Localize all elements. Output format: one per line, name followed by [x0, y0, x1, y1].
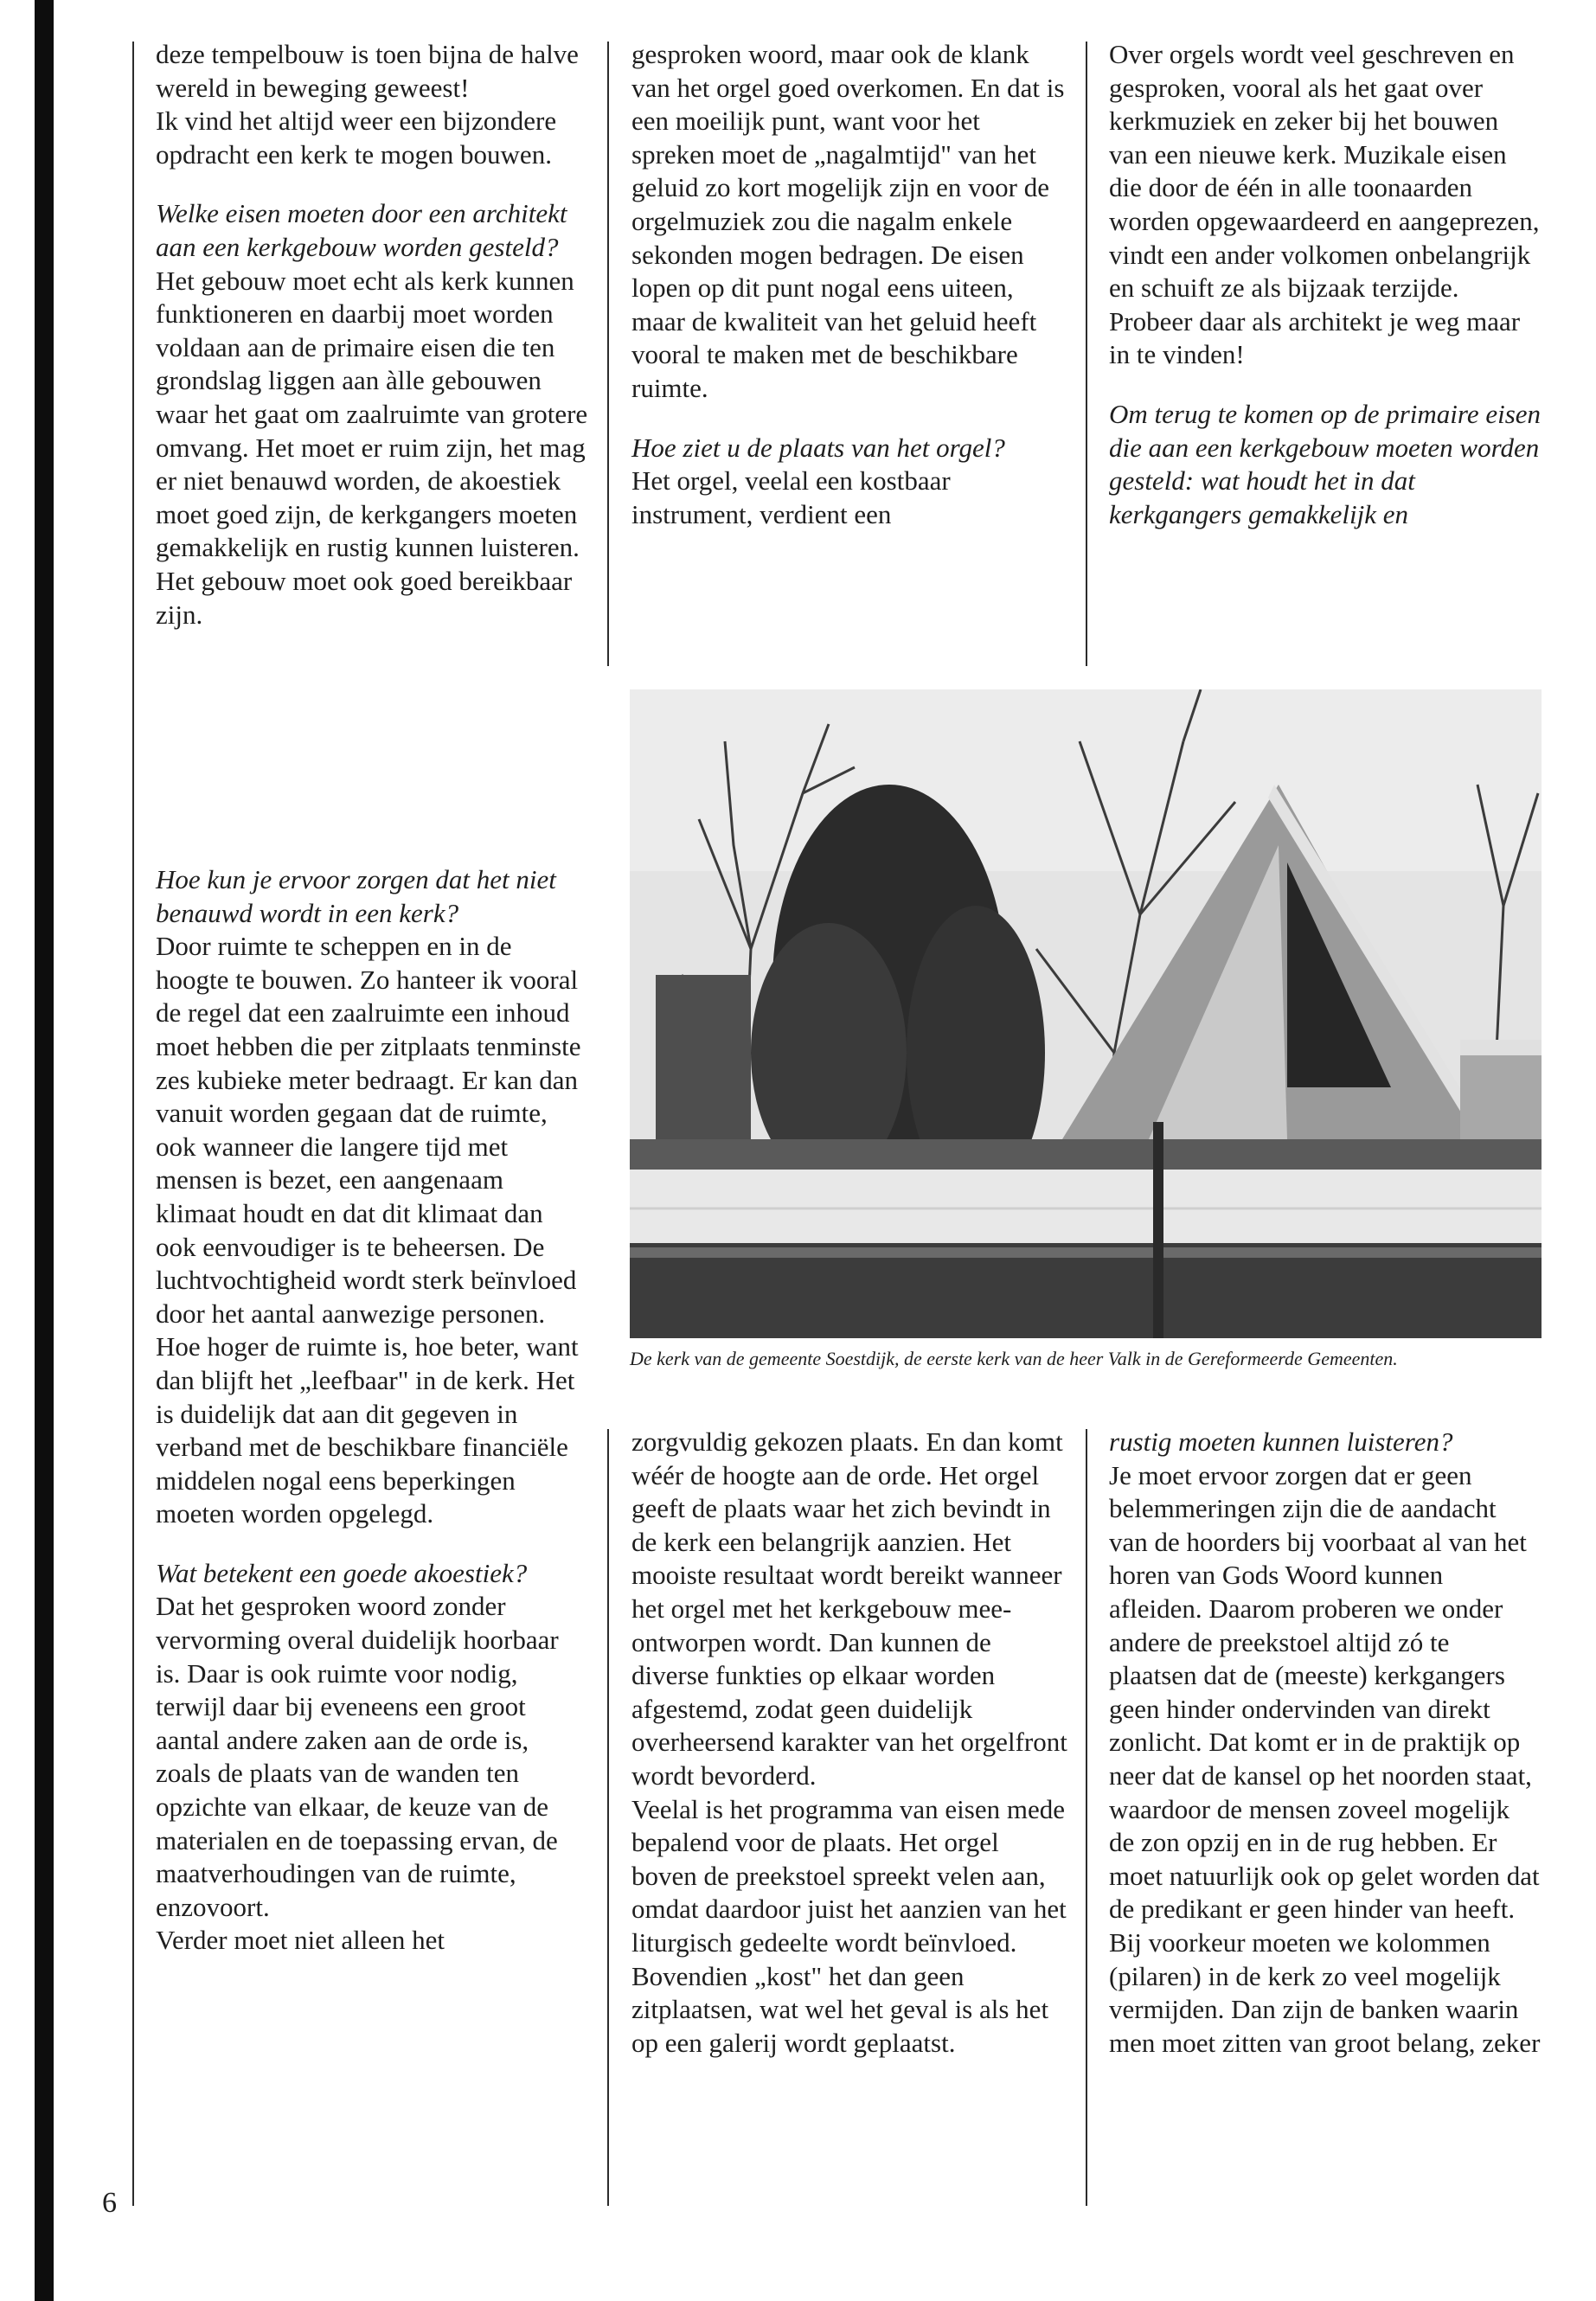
column-rule-2: [607, 42, 609, 666]
page-number: 6: [102, 2187, 117, 2219]
body-paragraph: Door ruimte te scheppen en in de hoogte te bouwen. Zo hanteer ik vooral de regel dat een zaalruimte een inhoud moet hebben die per zitplaats tenminste zes kubieke meter bedraagt. Er kan dan vanuit worden gegaan dat de ruimte, ook wanneer die langere tijd met mensen is bezet, een aangenaam klimaat houdt en dat dit klimaat dan ook eenvoudiger is te beheersen. De luchtvochtigheid wordt sterk beïnvloed door het aantal aanwezige personen. Hoe hoger de ruimte is, hoe beter, want dan blijft het „leefbaar" in de kerk. Het is duidelijk dat aan dit gegeven in verband met de beschikbare financiële middelen nogal eens beperkingen moeten worden opgelegd.: [156, 931, 581, 1529]
body-paragraph: Je moet ervoor zorgen dat er geen belemmeringen zijn die de aandacht van de hoorders bij voorbaat al van het horen van Gods Woord kunnen afleiden. Daarom proberen we onder andere de preekstoel altijd zó te plaatsen dat de (meeste) kerkgangers geen hinder ondervinden van direkt zonlicht. Dat komt er in de praktijk op neer dat de kansel op het noorden staat, waardoor de mensen zoveel mogelijk de zon opzij en in de rug hebben. Er moet natuurlijk ook op gelet worden dat de predikant er geen hinder van heeft. Bij voorkeur moeten we kolommen (pilaren) in de kerk zo veel mogelijk vermijden. Dan zijn de banken waarin men moet zitten van groot belang, zeker: [1109, 1459, 1541, 2058]
body-paragraph: Het orgel, veelal een kostbaar instrument, verdient een: [631, 465, 951, 529]
column-3-top: [1109, 38, 1542, 531]
column-3-bottom: [1109, 1426, 1542, 2060]
column-1-bottom: [156, 863, 588, 1958]
paragraph-gap: [156, 171, 588, 197]
column-rule-4: [1086, 42, 1087, 666]
paragraph-gap: [631, 406, 1068, 432]
body-paragraph: Over orgels wordt veel geschreven en gesproken, vooral als het gaat over kerkmuziek en zeker bij het bouwen van een nieuwe kerk. Muzikale eisen die door de één in alle toonaarden worden opgewaardeerd en aangeprezen, vindt een ander volkomen onbelangrijk en schuift ze als bijzaak terzijde. Probeer daar als architekt je weg maar in te vinden!: [1109, 39, 1540, 370]
column-2-top: [631, 38, 1068, 531]
body-paragraph: Dat het gesproken woord zonder vervorming overal duidelijk hoorbaar is. Daar is ook ruimte voor nodig, terwijl daar bij eveneens een groot aantal andere zaken aan de orde is, zoals de plaats van de wanden ten opzichte van elkaar, de keuze van de materialen en de toepassing ervan, de maatverhoudingen van de ruimte, enzovoort.: [156, 1591, 559, 1922]
body-paragraph: gesproken woord, maar ook de klank van het orgel goed overkomen. En dat is een moeilijk punt, want voor het spreken moet de „nagalmtijd" van het geluid zo kort mogelijk zijn en voor de orgelmuziek zou die nagalm enkele sekonden mogen bedragen. De eisen lopen op dit punt nogal eens uiteen, maar de kwaliteit van het geluid heeft vooral te maken met de beschikbare ruimte.: [631, 39, 1065, 403]
photo-caption: De kerk van de gemeente Soestdijk, de eerste kerk van de heer Valk in de Gereformeerde Gemeenten.: [630, 1348, 1398, 1369]
paragraph-gap: [156, 1531, 588, 1557]
interview-question: Hoe kun je ervoor zorgen dat het niet benauwd wordt in een kerk?: [156, 864, 556, 928]
paragraph-gap: [1109, 372, 1542, 398]
body-paragraph: Veelal is het programma van eisen mede bepalend voor de plaats. Het orgel boven de preekstoel spreekt velen aan, omdat daardoor juist het aanzien van het liturgisch gedeelte wordt beïnvloed. Bovendien „kost" het dan geen zitplaatsen, wat wel het geval is als het op een galerij wordt geplaatst.: [631, 1793, 1067, 2058]
body-paragraph: deze tempelbouw is toen bijna de halve wereld in beweging geweest!: [156, 39, 579, 103]
interview-question: Om terug te komen op de primaire eisen die aan een kerkgebouw moeten worden gesteld: wat houdt het in dat kerkgangers gemakkelijk en: [1109, 398, 1542, 529]
column-rule-1: [132, 42, 134, 2206]
church-photo: [630, 689, 1542, 1338]
interview-question: Wat betekent een goede akoestiek?: [156, 1557, 528, 1588]
page-spine-bar: [35, 0, 54, 2301]
body-paragraph: zorgvuldig gekozen plaats. En dan komt wéér de hoogte aan de orde. Het orgel geeft de plaats waar het zich bevindt in de kerk een belangrijk aanzien. Het mooiste resultaat wordt bereikt wanneer het orgel met het kerkgebouw mee-ontworpen wordt. Dan kunnen de diverse funkties op elkaar worden afgestemd, zodat geen duidelijk overheersend karakter van het orgelfront wordt bevorderd.: [631, 1426, 1067, 1791]
column-2-bottom: [631, 1426, 1068, 2060]
column-1-top: [156, 38, 588, 631]
interview-question: Hoe ziet u de plaats van het orgel?: [631, 432, 1005, 463]
interview-question: Welke eisen moeten door een architekt aan een kerkgebouw worden gesteld?: [156, 198, 567, 262]
body-paragraph: Ik vind het altijd weer een bijzondere opdracht een kerk te mogen bouwen.: [156, 106, 557, 170]
column-rule-3: [607, 1429, 609, 2206]
body-paragraph: Het gebouw moet echt als kerk kunnen funktioneren en daarbij moet worden voldaan aan de primaire eisen die ten grondslag liggen aan àlle gebouwen waar het gaat om zaalruimte van grotere omvang. Het moet er ruim zijn, het mag er niet benauwd worden, de akoestiek moet goed zijn, de kerkgangers moeten gemakkelijk en rustig kunnen luisteren. Het gebouw moet ook goed bereikbaar zijn.: [156, 265, 588, 630]
column-rule-5: [1086, 1429, 1087, 2206]
body-paragraph: Verder moet niet alleen het: [156, 1925, 445, 1956]
interview-question: rustig moeten kunnen luisteren?: [1109, 1426, 1453, 1457]
